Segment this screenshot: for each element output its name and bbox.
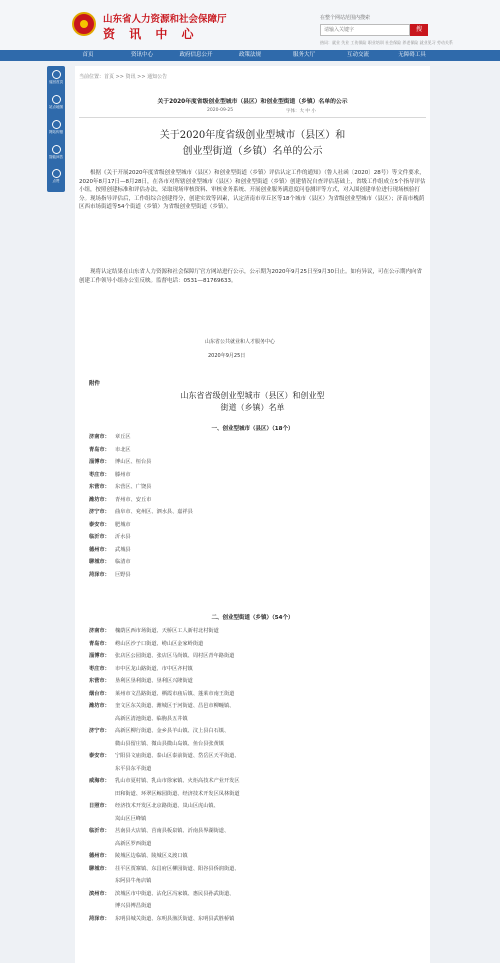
nav-accessibility[interactable]: 无障碍工具 <box>398 52 426 58</box>
street-names: 张店区公园街道、张店区马尚镇、周村区青年路街道 <box>115 653 235 659</box>
city-row <box>89 471 419 480</box>
city-row <box>89 521 419 530</box>
city-row <box>89 533 419 542</box>
home-icon <box>52 70 61 79</box>
street-names: 茌平区贾寨镇、东昌府区柳园街道、阳谷县侨润街道、 <box>115 865 240 872</box>
county-names: 青州市、安丘市 <box>115 496 152 503</box>
street-row <box>89 677 419 686</box>
city-row <box>89 446 419 455</box>
street-row-continued: 田和街道、环翠区鲸园街道、经济技术开发区凤林街道 <box>115 790 240 797</box>
street-row-continued: 博兴县博昌街道 <box>115 903 152 909</box>
county-names: 滕州市 <box>115 471 131 478</box>
street-row-continued: 东阿县牛角店镇 <box>115 878 152 884</box>
city-row <box>89 483 419 492</box>
nav-news[interactable]: 资讯中心 <box>130 52 153 58</box>
search-scope-hint: 在整个网站范围内搜索 <box>320 15 371 21</box>
county-names: 巨野县 <box>115 571 131 578</box>
city-name: 德州市： <box>89 546 110 553</box>
city-name: 日照市： <box>89 803 110 809</box>
city-name: 泰安市： <box>89 753 110 759</box>
city-name: 淄博市： <box>89 653 110 659</box>
site-title[interactable]: 山东省人力资源和社会保障厅 <box>103 14 227 25</box>
county-names: 沂水县 <box>115 534 131 540</box>
city-row <box>89 558 419 567</box>
signature-org: 山东省公共就业和人才服务中心 <box>205 339 276 345</box>
city-name: 临沂市： <box>89 828 110 834</box>
float-report-error[interactable]: 网站纠错 <box>47 118 65 142</box>
street-names: 崂山区沙子口街道、崂山区金家岭街道 <box>115 640 204 647</box>
section-title-cities: 一、创业型城市（县区）（18个） <box>211 426 294 432</box>
city-name: 济宁市： <box>89 509 110 515</box>
street-names: 莒南县大店镇、莒南县板泉镇、沂南县界湖街道、 <box>115 828 230 834</box>
city-name: 菏泽市： <box>89 571 110 578</box>
street-row <box>89 690 419 699</box>
county-names: 章丘区 <box>115 434 131 440</box>
street-row <box>89 702 419 711</box>
city-name: 济南市： <box>89 434 110 440</box>
street-row <box>89 665 419 674</box>
street-names: 高新区柳行街道、金乡县羊山镇、汶上县白石镇、 <box>115 728 230 734</box>
street-row <box>89 802 419 811</box>
street-names: 槐荫区西市场街道、天桥区工人新村北村街道 <box>115 628 219 634</box>
site-header <box>0 0 500 50</box>
street-row <box>89 890 419 899</box>
float-home[interactable]: 返回首页 <box>47 68 65 92</box>
street-row <box>89 727 419 736</box>
county-names: 市北区 <box>115 446 131 453</box>
city-name: 滨州市： <box>89 890 110 897</box>
street-names: 经济技术开发区北京路街道、岚山区虎山镇、 <box>115 803 219 809</box>
float-like[interactable]: 点赞 <box>47 167 65 191</box>
city-row <box>89 433 419 442</box>
county-names: 曲阜市、兖州区、泗水县、嘉祥县 <box>115 509 193 515</box>
body-paragraph-2: 现将认定结果在山东省人力资源和社会保障厅官方网站进行公示，公示期为2020年9月25日至9月30日止。如有异议，可在公示期内向省创建工作领导小组办公室反映。监督电话：0531—81769633。 <box>79 269 422 284</box>
city-name: 潍坊市： <box>89 496 110 503</box>
street-names: 乳山市夏村镇、乳山市徐家镇、火炬高技术产业开发区 <box>115 778 240 784</box>
article-meta <box>79 108 426 118</box>
city-row <box>89 496 419 505</box>
float-qa[interactable]: 智能问答 <box>47 143 65 167</box>
city-row <box>89 458 419 467</box>
body-paragraph-1: 根据《关于开展2020年度省级创业型城市（县区）和创业型街道（乡镇）评估认定工作的通知》（鲁人社函〔2020〕28号）等文件要求，2020年8月17日—8月28日，在各市对所辖创业型城市（县区）和创业型街道（乡镇）创建情况自查评估基础上，省级工作组成立5个指导评估小组，按照创建标准和评估办法，采取现场审核资料、审核业务系统、开展创业服务满意度问卷测评等方式，对入围创建单位进行现场核验打分。现场指导评估后，工作组综合创建得分，创建实效等因素，认定济南市章丘区等18个城市（县区）为省级创业型城市（县区）；济南市槐荫区西市场街道等54个街道（乡镇）为省级创业型街道（乡镇）。 <box>79 170 426 210</box>
street-row <box>89 652 419 661</box>
nav-gov-info[interactable]: 政府信息公开 <box>179 52 213 58</box>
street-names: 垦利区垦利街道、垦利区兴隆街道 <box>115 678 193 684</box>
nav-service[interactable]: 服务大厅 <box>292 52 315 58</box>
city-name: 济南市： <box>89 628 110 634</box>
street-row <box>89 627 419 636</box>
attachment-title: 山东省省级创业型城市（县区）和创业型 街道（乡镇）名单 <box>180 391 325 412</box>
city-name: 菏泽市： <box>89 915 110 922</box>
city-name: 青岛市： <box>89 446 110 453</box>
city-name: 泰安市： <box>89 521 110 528</box>
section-title-streets: 二、创业型街道（乡镇）（54个） <box>211 615 294 621</box>
street-row <box>89 777 419 786</box>
city-name: 枣庄市： <box>89 665 110 672</box>
street-row-continued: 高新区罗西街道 <box>115 840 152 847</box>
page-title: 关于2020年度省级创业型城市（县区）和 创业型街道（乡镇）名单的公示 <box>159 130 346 157</box>
thumbs-up-icon <box>52 169 61 178</box>
city-name: 枣庄市： <box>89 471 110 478</box>
floating-toolbar <box>47 66 65 192</box>
publish-date: 2020-09-25 <box>207 108 234 113</box>
emblem-logo-icon[interactable] <box>72 12 96 36</box>
city-name: 青岛市： <box>89 640 110 647</box>
main-nav <box>0 50 500 61</box>
county-names: 东营区、广饶县 <box>115 484 152 490</box>
street-names: 滨城区市中街道、沾化区冯家镇、惠民县孙武街道、 <box>115 890 235 897</box>
street-row-continued: 高新区清池街道、临朐县五井镇 <box>115 715 188 722</box>
street-row <box>89 827 419 836</box>
street-row <box>89 752 419 761</box>
city-row <box>89 571 419 580</box>
city-name: 东营市： <box>89 484 110 490</box>
signature-date: 2020年9月25日 <box>208 353 246 359</box>
nav-policy[interactable]: 政策法规 <box>238 52 261 58</box>
float-sitemap[interactable]: 站点地图 <box>47 93 65 117</box>
sitemap-icon <box>52 95 61 104</box>
street-row <box>89 865 419 874</box>
site-subtitle: 资 讯 中 心 <box>103 27 199 41</box>
county-names: 肥城市 <box>115 521 131 528</box>
city-name: 威海市： <box>89 778 110 784</box>
article-head-title: 关于2020年度省级创业型城市（县区）和创业型街道（乡镇）名单的公示 <box>157 99 348 105</box>
error-report-icon <box>52 120 61 129</box>
street-names: 陵城区边临镇、陵城区义渡口镇 <box>115 853 188 859</box>
county-names: 临清市 <box>115 559 131 565</box>
nav-interaction[interactable]: 互动交流 <box>346 52 369 58</box>
city-name: 东营市： <box>89 678 110 684</box>
city-name: 聊城市： <box>89 865 110 872</box>
chat-icon <box>52 145 61 154</box>
county-names: 博山区、桓台县 <box>115 459 152 465</box>
city-name: 德州市： <box>89 853 110 859</box>
font-size-switch[interactable]: 字体：大 中 小 <box>286 109 316 114</box>
city-row <box>89 546 419 555</box>
search-input[interactable] <box>320 24 410 36</box>
city-name: 临沂市： <box>89 534 110 540</box>
street-names: 市中区龙山路街道、市中区齐村镇 <box>115 665 193 672</box>
city-name: 淄博市： <box>89 459 110 465</box>
street-names: 奎文区东关街道、潍城区于河街道、昌邑市柳疃镇、 <box>115 703 235 709</box>
nav-home[interactable]: 首页 <box>82 52 94 58</box>
county-names: 武城县 <box>115 546 131 553</box>
breadcrumb[interactable]: 当前位置：首页 >> 资讯 >> 通知公告 <box>79 74 168 80</box>
street-row-continued: 微山县留庄镇、微山县微山岛镇、鱼台县张黄镇 <box>115 740 224 747</box>
city-name: 济宁市： <box>89 728 110 734</box>
search-button[interactable]: 搜 <box>410 24 428 36</box>
city-name: 聊城市： <box>89 559 110 565</box>
city-name: 烟台市： <box>89 690 110 697</box>
street-names: 莱州市文昌路街道、栖霞市庙后镇、蓬莱市南王街道 <box>115 690 235 697</box>
street-row-continued: 东平县东平街道 <box>115 765 152 772</box>
street-row-continued: 岚山区巨峰镇 <box>115 815 147 822</box>
city-name: 潍坊市： <box>89 703 110 709</box>
street-row <box>89 915 419 924</box>
hot-words[interactable]: 热词：就业 失业 工伤保险 职业培训 社会保险 养老保险 就业见习 劳动关系 <box>320 40 453 45</box>
street-names: 宁阳县文庙街道、泰山区泰前街道、岱岳区天平街道、 <box>115 753 240 759</box>
street-row <box>89 852 419 861</box>
street-row <box>89 640 419 649</box>
street-names: 东明县城关街道、东明县渔沃街道、东明县武胜桥镇 <box>115 915 235 922</box>
attachment-label: 附件 <box>89 381 101 387</box>
city-row <box>89 508 419 517</box>
